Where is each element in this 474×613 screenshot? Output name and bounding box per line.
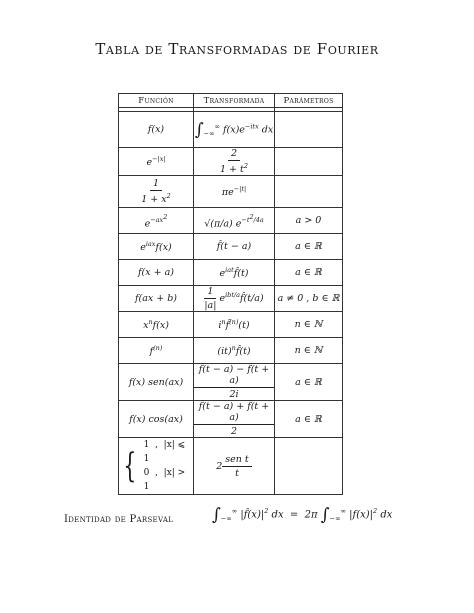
transform-cell: $\frac{f̂(t - a) + f̂(t + a)}{2}$ — [194, 401, 275, 438]
table-row — [119, 364, 343, 401]
parameter-cell: a ∈ ℝ — [275, 401, 343, 438]
function-cell: $e^{iax}f(x)$ — [119, 234, 194, 260]
transform-cell: √(π/a) $e^{-t^2/4a}$ — [194, 208, 275, 234]
table-row — [119, 176, 343, 208]
transform-cell: $\frac{f̂(t - a) - f̂(t + a)}{2i}$ — [194, 364, 275, 401]
parameter-cell: a ∈ ℝ — [275, 234, 343, 260]
table-row — [119, 148, 343, 176]
transform-cell: $e^{iat}f̂(t)$ — [194, 260, 275, 286]
parameter-cell — [275, 176, 343, 208]
fourier-transform-table — [118, 93, 343, 495]
table-row — [119, 234, 343, 260]
page-title: Tabla de Transformadas de Fourier — [95, 40, 379, 58]
transform-cell: $\frac{2}{1 + t^2}$ — [194, 148, 275, 176]
parseval-label: Identidad de Parseval — [64, 514, 174, 525]
function-cell: $f^{(n)}$ — [119, 338, 194, 364]
transform-cell: f̂(t − a) — [194, 234, 275, 260]
function-cell: $e^{-|x|}$ — [119, 148, 194, 176]
parameter-cell — [275, 148, 343, 176]
table-row — [119, 112, 343, 148]
header-funcion: Función — [119, 94, 194, 108]
function-cell: f(x + a) — [119, 260, 194, 286]
table-row — [119, 338, 343, 364]
transform-cell: $\frac{1}{|a|}$ $e^{ibt/a}f̂(t/a)$ — [194, 286, 275, 312]
function-cell: f(x) cos(ax) — [119, 401, 194, 438]
parameter-cell — [275, 438, 343, 495]
parseval-formula: $\int_{-\infty}^\infty$ $|f̂(x)|^2$ dx = 2π $\int_{-\infty}^\infty$ $|f(x)|^2$ dx — [212, 505, 393, 525]
transform-cell: 2 $\frac{\text{sen t}}{t}$ — [194, 438, 275, 495]
function-cell: f(x) — [119, 112, 194, 148]
parameter-cell: a > 0 — [275, 208, 343, 234]
table-body — [119, 108, 343, 495]
transform-cell: $i^nf̂^{(n)}(t)$ — [194, 312, 275, 338]
function-cell: $e^{-ax^2}$ — [119, 208, 194, 234]
parameter-cell — [275, 112, 343, 148]
function-cell: f(x) sen(ax) — [119, 364, 194, 401]
parameter-cell: n ∈ ℕ — [275, 312, 343, 338]
table-row — [119, 438, 343, 495]
table-header-row — [119, 94, 343, 108]
transform-cell: $\int_{-\infty}^\infty$ $f(x)e^{-itx}$ dx — [194, 112, 275, 148]
table-row — [119, 260, 343, 286]
function-cell: f(ax + b) — [119, 286, 194, 312]
table-row — [119, 286, 343, 312]
parameter-cell: a ∈ ℝ — [275, 364, 343, 401]
header-transformada: Transformada — [194, 94, 275, 108]
table-row — [119, 312, 343, 338]
function-cell: $x^nf(x)$ — [119, 312, 194, 338]
table-row — [119, 208, 343, 234]
parameter-cell: a ∈ ℝ — [275, 260, 343, 286]
parameter-cell: a ≠ 0 , b ∈ ℝ — [275, 286, 343, 312]
function-cell: $\frac{1}{1 + x^2}$ — [119, 176, 194, 208]
header-parametros: Parámetros — [275, 94, 343, 108]
parameter-cell: n ∈ ℕ — [275, 338, 343, 364]
table-row — [119, 401, 343, 438]
transform-cell: (it)$^n$f̂(t) — [194, 338, 275, 364]
function-cell: { 1 , |x| ⩽ 1 0 , |x| > 1 — [119, 438, 194, 495]
transform-cell: $\pi e^{-|t|}$ — [194, 176, 275, 208]
